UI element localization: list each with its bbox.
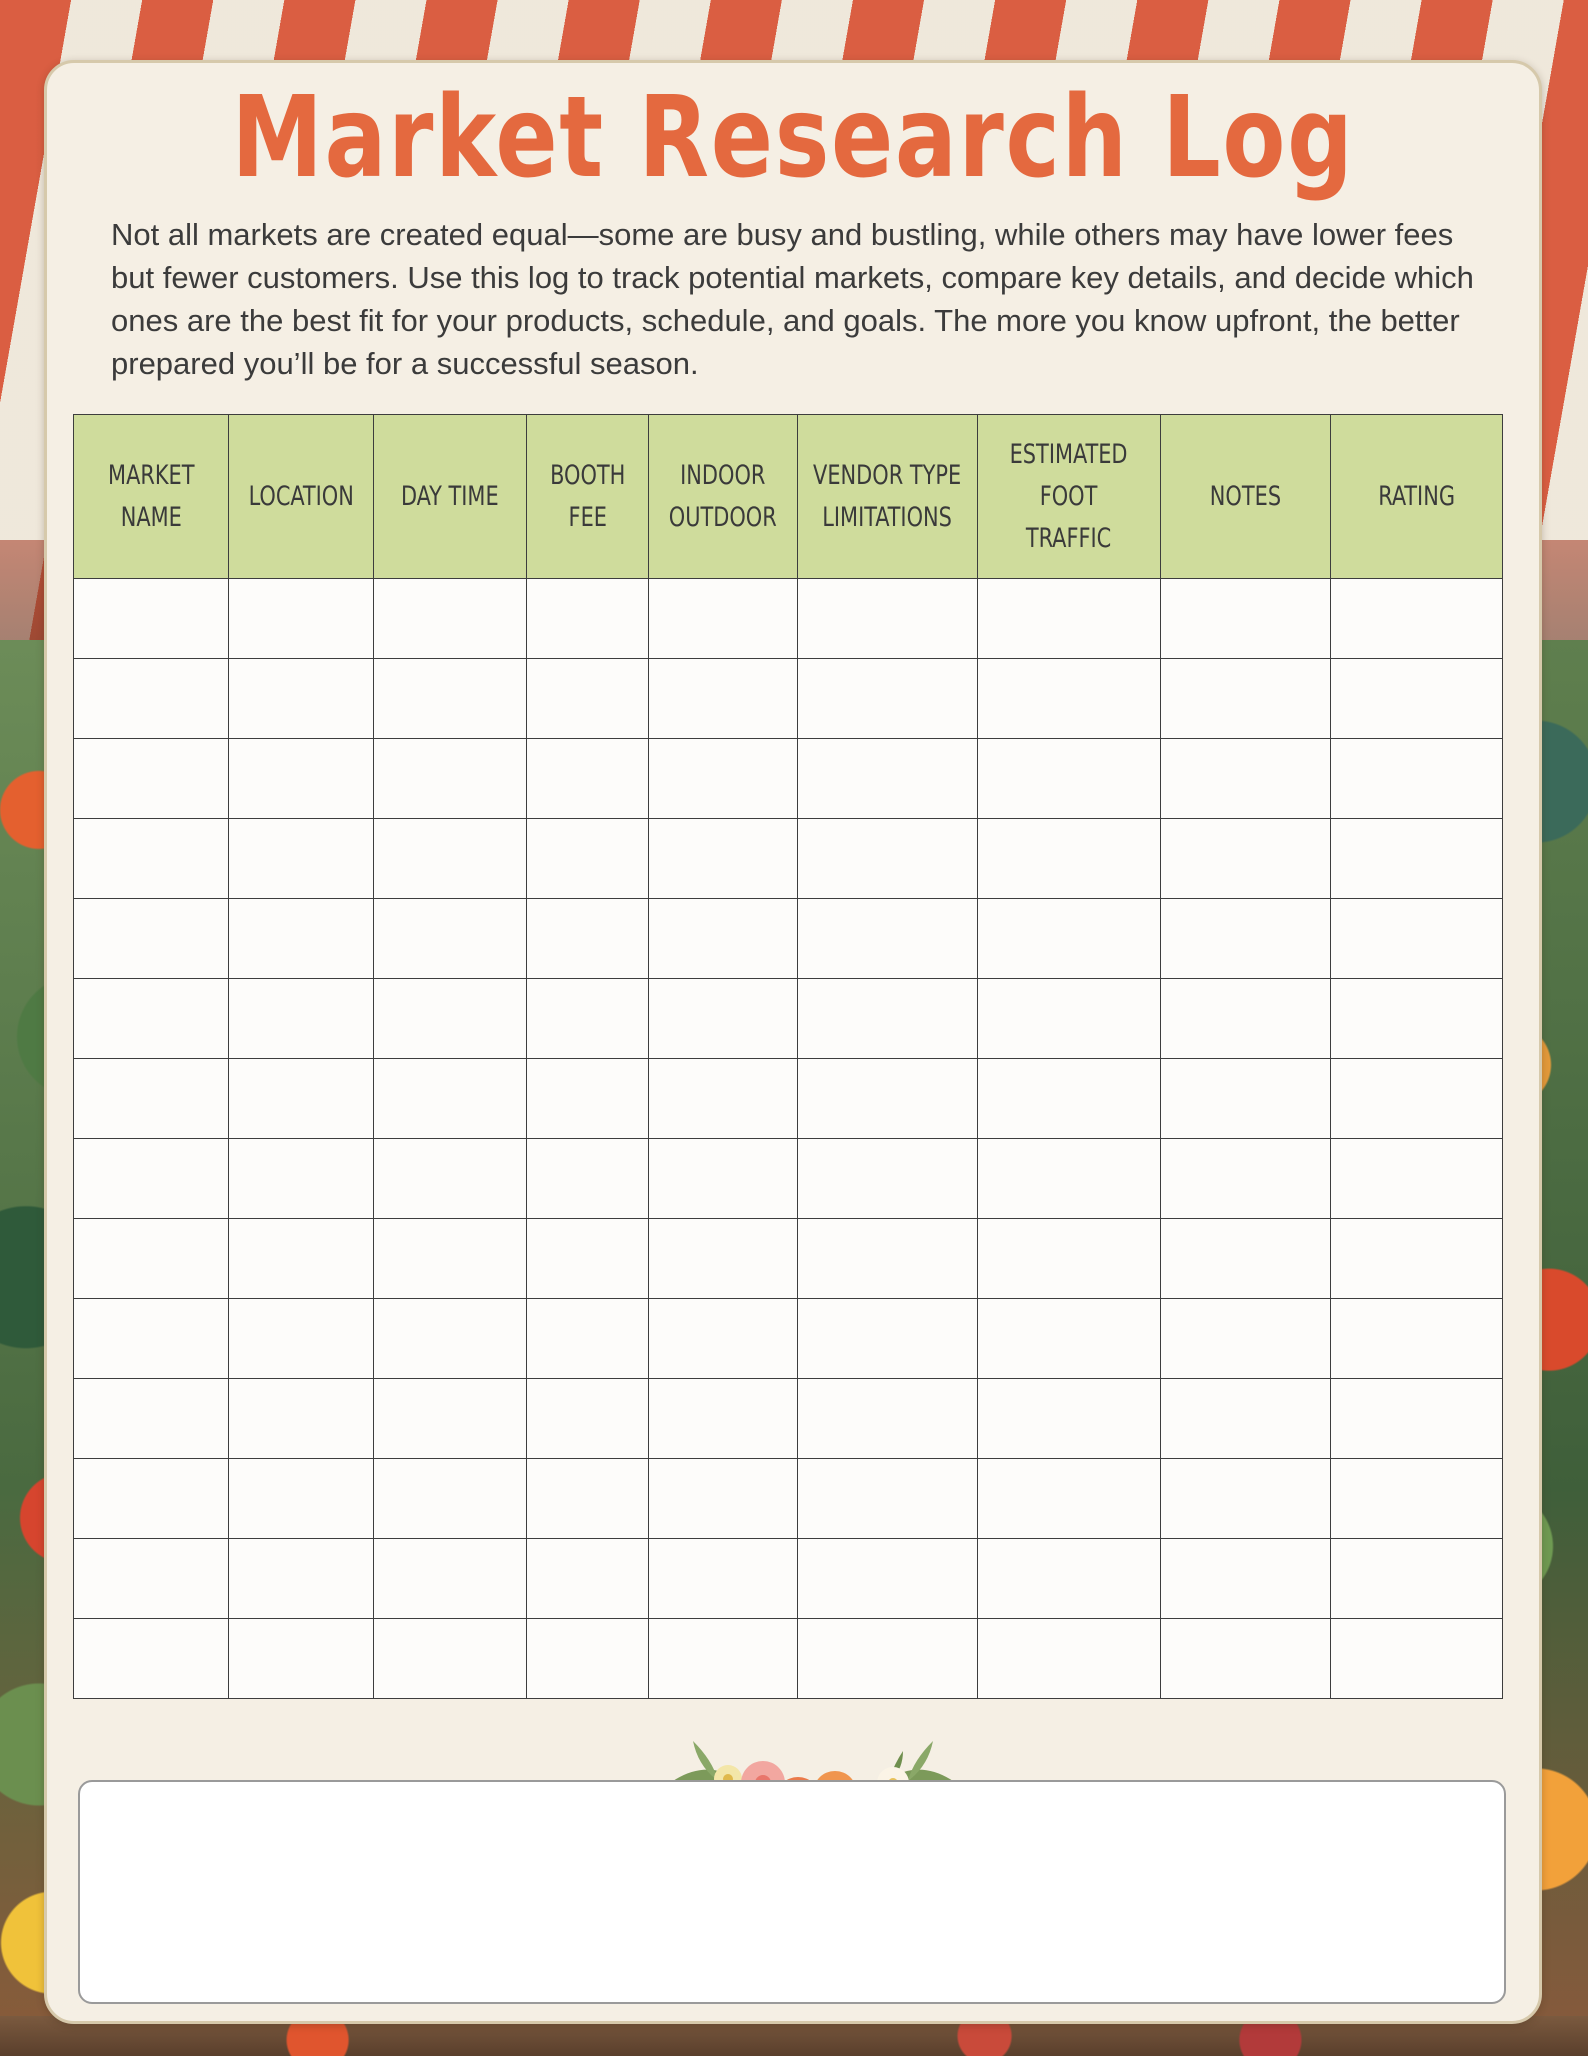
table-cell[interactable] xyxy=(798,659,978,739)
header-vendor-type-limitations xyxy=(798,415,978,579)
table-cell[interactable] xyxy=(229,1619,374,1699)
table-cell[interactable] xyxy=(798,1299,978,1379)
table-cell[interactable] xyxy=(649,579,798,659)
table-row xyxy=(74,1379,1503,1459)
table-cell[interactable] xyxy=(798,739,978,819)
table-cell[interactable] xyxy=(1331,739,1503,819)
table-cell[interactable] xyxy=(229,1299,374,1379)
table-cell[interactable] xyxy=(978,1219,1161,1299)
table-cell[interactable] xyxy=(374,1459,527,1539)
table-cell[interactable] xyxy=(527,579,649,659)
table-cell[interactable] xyxy=(978,1299,1161,1379)
table-cell[interactable] xyxy=(374,1619,527,1699)
table-cell[interactable] xyxy=(798,1139,978,1219)
table-cell[interactable] xyxy=(649,979,798,1059)
table-cell[interactable] xyxy=(1331,1379,1503,1459)
table-cell[interactable] xyxy=(374,739,527,819)
header-label: INDOOR OUTDOOR xyxy=(669,459,777,533)
table-cell[interactable] xyxy=(527,1379,649,1459)
table-cell[interactable] xyxy=(1161,1219,1331,1299)
table-cell[interactable] xyxy=(374,1139,527,1219)
table-cell[interactable] xyxy=(1331,659,1503,739)
table-row xyxy=(74,1459,1503,1539)
header-notes xyxy=(1161,415,1331,579)
table-cell[interactable] xyxy=(527,1539,649,1619)
table-cell[interactable] xyxy=(1161,1539,1331,1619)
table-cell[interactable] xyxy=(74,659,229,739)
table-cell[interactable] xyxy=(1161,819,1331,899)
table-cell[interactable] xyxy=(229,979,374,1059)
table-cell[interactable] xyxy=(229,819,374,899)
header-market-name xyxy=(74,415,229,579)
header-label: MARKET NAME xyxy=(107,459,195,533)
table-cell[interactable] xyxy=(1161,579,1331,659)
table-cell[interactable] xyxy=(1161,1139,1331,1219)
table-cell[interactable] xyxy=(978,659,1161,739)
table-cell[interactable] xyxy=(1331,979,1503,1059)
table-cell[interactable] xyxy=(374,1219,527,1299)
table-cell[interactable] xyxy=(374,899,527,979)
log-card xyxy=(44,60,1542,2024)
table-cell[interactable] xyxy=(1331,1619,1503,1699)
table-cell[interactable] xyxy=(1161,899,1331,979)
table-cell[interactable] xyxy=(978,1459,1161,1539)
table-row xyxy=(74,579,1503,659)
table-cell[interactable] xyxy=(649,819,798,899)
table-cell[interactable] xyxy=(978,1539,1161,1619)
table-cell[interactable] xyxy=(1161,1459,1331,1539)
table-cell[interactable] xyxy=(1331,1539,1503,1619)
table-row xyxy=(74,1059,1503,1139)
header-day-time xyxy=(374,415,527,579)
header-indoor-outdoor xyxy=(649,415,798,579)
table-cell[interactable] xyxy=(649,899,798,979)
table-cell[interactable] xyxy=(527,1299,649,1379)
header-rating xyxy=(1331,415,1503,579)
header-label: ESTIMATED FOOT TRAFFIC xyxy=(1010,438,1128,554)
table-cell[interactable] xyxy=(1161,1619,1331,1699)
table-cell[interactable] xyxy=(978,1619,1161,1699)
table-cell[interactable] xyxy=(649,1299,798,1379)
header-label: LOCATION xyxy=(248,480,354,512)
table-cell[interactable] xyxy=(374,979,527,1059)
table-row xyxy=(74,1619,1503,1699)
table-cell[interactable] xyxy=(229,899,374,979)
header-booth-fee xyxy=(527,415,649,579)
table-cell[interactable] xyxy=(1161,659,1331,739)
table-cell[interactable] xyxy=(649,1379,798,1459)
table-row xyxy=(74,1539,1503,1619)
table-cell[interactable] xyxy=(649,739,798,819)
table-cell[interactable] xyxy=(978,819,1161,899)
table-cell[interactable] xyxy=(1331,819,1503,899)
table-cell[interactable] xyxy=(978,579,1161,659)
table-cell[interactable] xyxy=(527,1459,649,1539)
table-row xyxy=(74,659,1503,739)
table-cell[interactable] xyxy=(978,1059,1161,1139)
table-cell[interactable] xyxy=(1331,579,1503,659)
header-label: VENDOR TYPE LIMITATIONS xyxy=(813,459,962,533)
table-cell[interactable] xyxy=(527,1059,649,1139)
table-cell[interactable] xyxy=(649,1139,798,1219)
table-cell[interactable] xyxy=(74,899,229,979)
table-cell[interactable] xyxy=(649,1059,798,1139)
table-cell[interactable] xyxy=(649,1219,798,1299)
header-label: BOOTH FEE xyxy=(549,459,626,533)
header-label: RATING xyxy=(1378,480,1455,512)
table-cell[interactable] xyxy=(978,1379,1161,1459)
table-cell[interactable] xyxy=(1161,1059,1331,1139)
header-location xyxy=(229,415,374,579)
table-cell[interactable] xyxy=(74,1379,229,1459)
table-cell[interactable] xyxy=(74,819,229,899)
header-label: NOTES xyxy=(1209,480,1282,512)
table-cell[interactable] xyxy=(798,1219,978,1299)
table-cell[interactable] xyxy=(798,1059,978,1139)
table-cell[interactable] xyxy=(74,1539,229,1619)
table-row xyxy=(74,819,1503,899)
table-cell[interactable] xyxy=(229,579,374,659)
table-cell[interactable] xyxy=(74,1459,229,1539)
page-title: Market Research Log xyxy=(231,73,1355,203)
table-row xyxy=(74,979,1503,1059)
table-cell[interactable] xyxy=(74,1219,229,1299)
table-cell[interactable] xyxy=(229,1139,374,1219)
table-cell[interactable] xyxy=(798,579,978,659)
table-cell[interactable] xyxy=(74,1139,229,1219)
header-estimated-foot-traffic xyxy=(978,415,1161,579)
header-label: DAY TIME xyxy=(401,480,499,512)
table-cell[interactable] xyxy=(229,1539,374,1619)
table-cell[interactable] xyxy=(798,1619,978,1699)
table-cell[interactable] xyxy=(798,1379,978,1459)
table-cell[interactable] xyxy=(527,1139,649,1219)
table-cell[interactable] xyxy=(374,579,527,659)
table-cell[interactable] xyxy=(527,979,649,1059)
table-cell[interactable] xyxy=(649,1539,798,1619)
table-cell[interactable] xyxy=(1331,899,1503,979)
table-cell[interactable] xyxy=(978,739,1161,819)
table-cell[interactable] xyxy=(74,579,229,659)
table-cell[interactable] xyxy=(1161,739,1331,819)
table-cell[interactable] xyxy=(1331,1139,1503,1219)
table-cell[interactable] xyxy=(527,739,649,819)
table-cell[interactable] xyxy=(527,819,649,899)
table-cell[interactable] xyxy=(527,1619,649,1699)
table-cell[interactable] xyxy=(1331,1459,1503,1539)
table-cell[interactable] xyxy=(1161,1379,1331,1459)
table-cell[interactable] xyxy=(374,819,527,899)
table-cell[interactable] xyxy=(229,1059,374,1139)
table-cell[interactable] xyxy=(374,1379,527,1459)
table-cell[interactable] xyxy=(1161,979,1331,1059)
table-cell[interactable] xyxy=(1331,1219,1503,1299)
table-cell[interactable] xyxy=(229,1459,374,1539)
table-cell[interactable] xyxy=(978,1139,1161,1219)
table-row xyxy=(74,1139,1503,1219)
table-body xyxy=(74,579,1503,1699)
table-cell[interactable] xyxy=(798,1539,978,1619)
notes-box[interactable] xyxy=(78,1780,1506,2004)
table-cell[interactable] xyxy=(798,979,978,1059)
table-cell[interactable] xyxy=(798,1459,978,1539)
table-cell[interactable] xyxy=(527,1219,649,1299)
table-cell[interactable] xyxy=(229,1219,374,1299)
table-cell[interactable] xyxy=(649,659,798,739)
market-log-table xyxy=(73,414,1503,1699)
table-row xyxy=(74,899,1503,979)
table-cell[interactable] xyxy=(1331,1299,1503,1379)
table-cell[interactable] xyxy=(374,1299,527,1379)
table-cell[interactable] xyxy=(978,979,1161,1059)
table-cell[interactable] xyxy=(74,1619,229,1699)
table-cell[interactable] xyxy=(527,659,649,739)
table-cell[interactable] xyxy=(798,899,978,979)
intro-paragraph: Not all markets are created equal—some are busy and bustling, while others may have lower fees but fewer customers. Use this log to track potential markets, compare key details, and decide which ones are the best fit for your products, schedule, and goals. The more you know upfront, the better prepared you’ll be for a successful season. xyxy=(111,217,1474,381)
table-cell[interactable] xyxy=(374,1539,527,1619)
table-cell[interactable] xyxy=(978,899,1161,979)
table-cell[interactable] xyxy=(229,1379,374,1459)
table-cell[interactable] xyxy=(374,1059,527,1139)
table-cell[interactable] xyxy=(649,1619,798,1699)
table-cell[interactable] xyxy=(74,979,229,1059)
table-cell[interactable] xyxy=(649,1459,798,1539)
table-cell[interactable] xyxy=(1331,1059,1503,1139)
table-cell[interactable] xyxy=(798,819,978,899)
table-cell[interactable] xyxy=(1161,1299,1331,1379)
header-row xyxy=(74,415,1503,579)
table-cell[interactable] xyxy=(229,659,374,739)
table-row xyxy=(74,1219,1503,1299)
table-cell[interactable] xyxy=(74,739,229,819)
table-row xyxy=(74,739,1503,819)
table-row xyxy=(74,1299,1503,1379)
table-cell[interactable] xyxy=(74,1299,229,1379)
table-cell[interactable] xyxy=(374,659,527,739)
table-cell[interactable] xyxy=(229,739,374,819)
table-cell[interactable] xyxy=(527,899,649,979)
table-cell[interactable] xyxy=(74,1059,229,1139)
